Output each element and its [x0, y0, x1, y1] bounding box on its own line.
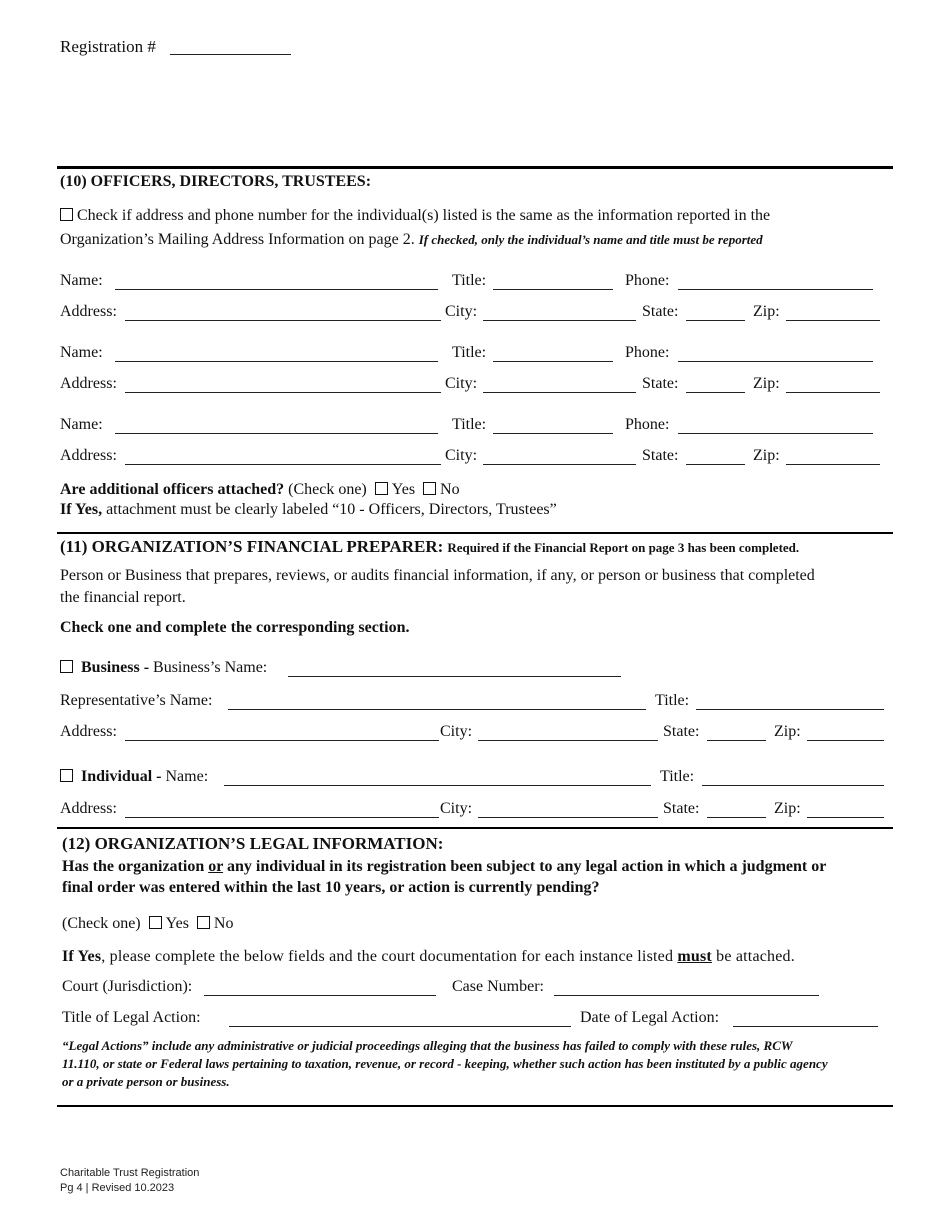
officer-1-name-field[interactable]	[115, 289, 438, 290]
officer-1-state-label: State:	[642, 303, 679, 320]
registration-label: Registration #	[60, 37, 156, 56]
officer-2-zip-field[interactable]	[786, 392, 880, 393]
officer-3-name-label: Name:	[60, 416, 103, 433]
section-12-heading: (12) ORGANIZATION’S LEGAL INFORMATION:	[62, 834, 444, 853]
individual-title-field[interactable]	[702, 785, 884, 786]
legal-no-label: No	[213, 915, 234, 932]
officer-1-state-field[interactable]	[686, 320, 745, 321]
section-divider	[57, 827, 893, 829]
business-address-field[interactable]	[125, 740, 439, 741]
business-city-label: City:	[440, 723, 473, 740]
legal-if-yes-row	[62, 948, 795, 966]
section-11-note: Required if the Financial Report on page 3 has been completed.	[447, 540, 800, 555]
business-city-field[interactable]	[478, 740, 658, 741]
officer-1-zip-field[interactable]	[786, 320, 880, 321]
preparer-instruction: Check one and complete the corresponding section.	[60, 619, 410, 636]
officer-2-city-field[interactable]	[483, 392, 636, 393]
same-address-checkbox[interactable]	[60, 208, 73, 221]
individual-zip-label: Zip:	[774, 800, 801, 817]
officer-2-phone-field[interactable]	[678, 361, 873, 362]
business-zip-label: Zip:	[774, 723, 801, 740]
registration-number-field[interactable]	[170, 54, 291, 55]
if-yes-text: attachment must be clearly labeled “10 - Officers, Directors, Trustees”	[106, 501, 557, 518]
court-field[interactable]	[204, 995, 436, 996]
case-number-label: Case Number:	[452, 978, 544, 995]
section-11-heading: (11) ORGANIZATION’S FINANCIAL PREPARER:	[60, 537, 444, 556]
individual-name-field[interactable]	[224, 785, 651, 786]
title-action-label: Title of Legal Action:	[62, 1009, 201, 1026]
officer-3-address-field[interactable]	[125, 464, 441, 465]
legal-note-1: “Legal Actions” include any administrative or judicial proceedings alleging that the business has failed to comply with these rules, RCW	[62, 1038, 793, 1053]
section-10-heading: (10) OFFICERS, DIRECTORS, TRUSTEES:	[60, 173, 372, 190]
officer-3-address-label: Address:	[60, 447, 117, 464]
legal-question-part2: any individual in its registration been subject to any legal action in which a judgment or	[227, 858, 827, 875]
same-address-text-1: Check if address and phone number for the individual(s) listed is the same as the information reported in the	[77, 207, 771, 224]
officer-2-title-field[interactable]	[493, 361, 613, 362]
officer-3-phone-field[interactable]	[678, 433, 873, 434]
section-divider	[57, 166, 893, 169]
same-address-row-2	[60, 231, 763, 249]
individual-state-field[interactable]	[707, 817, 766, 818]
officer-3-phone-label: Phone:	[625, 416, 670, 433]
officer-3-city-field[interactable]	[483, 464, 636, 465]
officer-1-title-label: Title:	[452, 272, 487, 289]
rep-name-field[interactable]	[228, 709, 646, 710]
if-yes-row	[60, 501, 557, 519]
additional-officers-row	[60, 481, 460, 499]
legal-must: must	[677, 948, 712, 965]
officer-2-city-label: City:	[445, 375, 478, 392]
rep-name-label: Representative’s Name:	[60, 692, 213, 709]
officer-1-city-label: City:	[445, 303, 478, 320]
officer-1-title-field[interactable]	[493, 289, 613, 290]
officer-1-zip-label: Zip:	[753, 303, 780, 320]
officer-2-state-field[interactable]	[686, 392, 745, 393]
individual-address-label: Address:	[60, 800, 117, 817]
officer-2-zip-label: Zip:	[753, 375, 780, 392]
officer-2-address-label: Address:	[60, 375, 117, 392]
officer-2-name-field[interactable]	[115, 361, 438, 362]
business-zip-field[interactable]	[807, 740, 884, 741]
individual-checkbox[interactable]	[60, 769, 73, 782]
officer-1-address-label: Address:	[60, 303, 117, 320]
officer-2-address-field[interactable]	[125, 392, 441, 393]
legal-check-one: (Check one)	[62, 915, 141, 932]
legal-if-yes-bold: If Yes	[62, 948, 102, 965]
if-yes-bold: If Yes,	[60, 501, 103, 518]
officer-1-name-label: Name:	[60, 272, 103, 289]
preparer-desc-1: Person or Business that prepares, reviews, or audits financial information, if any, or person or business that completed	[60, 567, 815, 584]
officer-1-phone-field[interactable]	[678, 289, 873, 290]
individual-title-label: Title:	[660, 768, 695, 785]
officer-3-state-field[interactable]	[686, 464, 745, 465]
business-name-label: Business’s Name:	[153, 659, 268, 676]
rep-title-label: Title:	[655, 692, 690, 709]
additional-officers-question: Are additional officers attached?	[60, 481, 285, 498]
individual-address-field[interactable]	[125, 817, 439, 818]
same-address-row	[60, 207, 770, 225]
footer-title: Charitable Trust Registration	[60, 1167, 200, 1179]
yes-label: Yes	[391, 481, 416, 498]
officer-2-phone-label: Phone:	[625, 344, 670, 361]
legal-note-3: or a private person or business.	[62, 1074, 230, 1089]
officer-1-address-field[interactable]	[125, 320, 441, 321]
individual-row	[60, 768, 208, 786]
legal-yes-label: Yes	[165, 915, 189, 932]
check-one-text: (Check one)	[288, 481, 367, 498]
individual-state-label: State:	[663, 800, 700, 817]
officer-1-phone-label: Phone:	[625, 272, 670, 289]
officer-3-state-label: State:	[642, 447, 679, 464]
legal-question-2: final order was entered within the last 10 years, or action is currently pending?	[62, 879, 600, 896]
business-label: Business -	[81, 659, 150, 676]
officer-1-city-field[interactable]	[483, 320, 636, 321]
individual-city-field[interactable]	[478, 817, 658, 818]
legal-question-part1: Has the organization	[62, 858, 205, 875]
case-number-field[interactable]	[554, 995, 819, 996]
officer-3-zip-field[interactable]	[786, 464, 880, 465]
individual-zip-field[interactable]	[807, 817, 884, 818]
legal-no-checkbox[interactable]	[197, 916, 210, 929]
business-address-label: Address:	[60, 723, 117, 740]
legal-yes-checkbox[interactable]	[149, 916, 162, 929]
officer-3-zip-label: Zip:	[753, 447, 780, 464]
business-name-field[interactable]	[288, 676, 621, 677]
date-action-field[interactable]	[733, 1026, 878, 1027]
legal-if-yes-text: , please complete the below fields and the court documentation for each instance listed	[101, 948, 674, 965]
section-divider	[57, 532, 893, 534]
officer-2-title-label: Title:	[452, 344, 487, 361]
additional-yes-checkbox[interactable]	[375, 482, 388, 495]
business-checkbox[interactable]	[60, 660, 73, 673]
legal-question-or: or	[208, 858, 224, 875]
officer-3-name-field[interactable]	[115, 433, 438, 434]
court-label: Court (Jurisdiction):	[62, 978, 193, 995]
same-address-note: If checked, only the individual’s name and title must be reported	[418, 232, 763, 247]
business-state-label: State:	[663, 723, 700, 740]
date-action-label: Date of Legal Action:	[580, 1009, 720, 1026]
officer-2-name-label: Name:	[60, 344, 103, 361]
title-action-field[interactable]	[229, 1026, 571, 1027]
legal-note-2: 11.110, or state or Federal laws pertaining to taxation, revenue, or record - keeping, whether such action has been instituted by a public agency	[62, 1056, 828, 1071]
officer-3-title-field[interactable]	[493, 433, 613, 434]
legal-be-attached: be attached.	[716, 948, 795, 965]
rep-title-field[interactable]	[696, 709, 884, 710]
business-state-field[interactable]	[707, 740, 766, 741]
legal-check-row	[62, 915, 233, 933]
officer-3-title-label: Title:	[452, 416, 487, 433]
individual-city-label: City:	[440, 800, 473, 817]
additional-no-checkbox[interactable]	[423, 482, 436, 495]
section-divider	[57, 1105, 893, 1107]
individual-label: Individual -	[81, 768, 162, 785]
business-row	[60, 659, 267, 677]
section-11-heading-row	[60, 537, 799, 557]
legal-question-1	[62, 858, 826, 876]
same-address-text-2: Organization’s Mailing Address Information on page 2.	[60, 231, 415, 248]
officer-2-state-label: State:	[642, 375, 679, 392]
individual-name-label: Name:	[165, 768, 209, 785]
footer-page: Pg 4 | Revised 10.2023	[60, 1182, 175, 1194]
preparer-desc-2: the financial report.	[60, 589, 186, 606]
no-label: No	[440, 481, 460, 498]
officer-3-city-label: City:	[445, 447, 478, 464]
